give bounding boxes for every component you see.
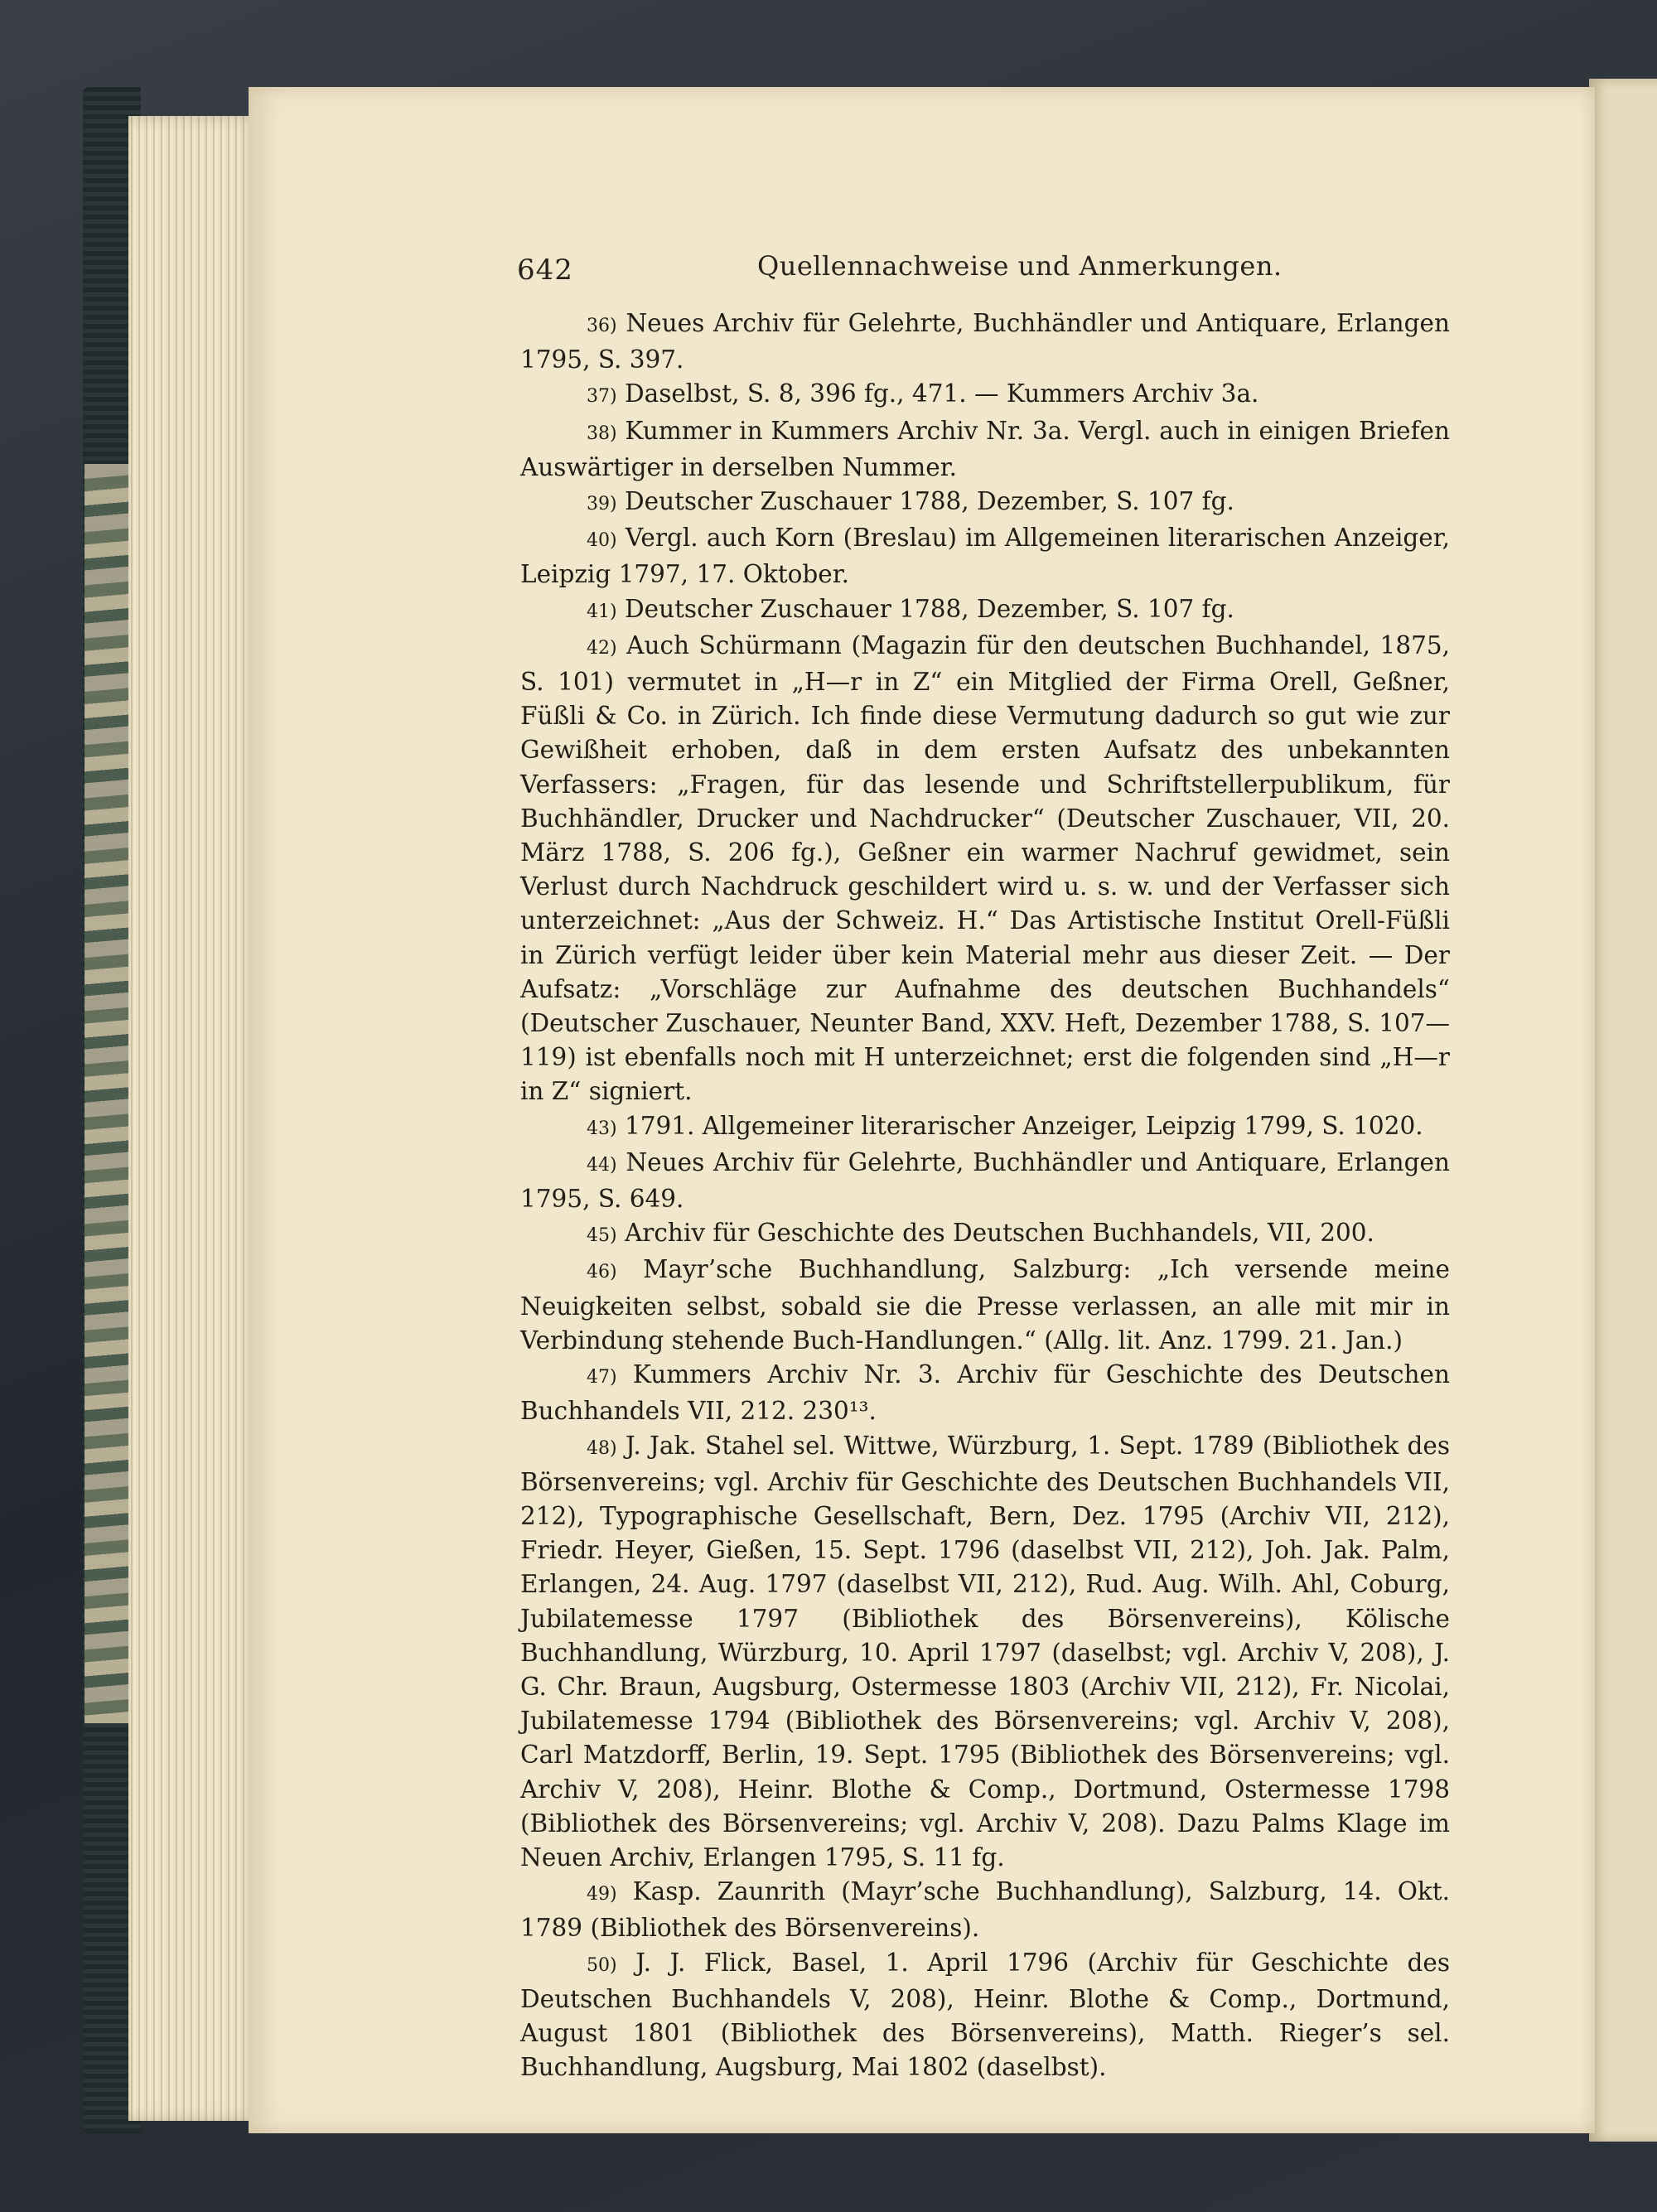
note-43 — [520, 1109, 1450, 1146]
note-text: Neues Archiv für Gelehrte, Buchhändler und Antiquare, Erlangen 1795, S. 649. — [520, 1147, 1450, 1214]
note-number: 42) — [587, 637, 617, 659]
note-text: Daselbst, S. 8, 396 fg., 471. — Kummers Archiv 3a. — [624, 379, 1259, 408]
note-text: Auch Schürmann (Magazin für den deutschen Buchhandel, 1875, S. 101) vermutet in „H—r in Z“ ein Mitglied der Firma Orell, Geßner, Füßli & Co. in Zürich. Ich finde diese Vermutung dadurch so gut wie zur Gewißheit erhoben, daß in dem ersten Aufsatz des unbekannten Verfassers: „Fragen, für das lesende und Schriftstellerpublikum, für Buchhändler, Drucker und Nachdrucker“ (Deutscher Zuschauer, VII, 20. März 1788, S. 206 fg.), Geßner ein warmer Nachruf gewidmet, sein Verlust durch Nachdruck geschildert wird u. s. w. und der Verfasser sich unterzeichnet: „Aus der Schweiz. H.“ Das Artistische Institut Orell-Füßli in Zürich verfügt leider über kein Material mehr aus dieser Zeit. — Der Aufsatz: „Vorschläge zur Aufnahme des deutschen Buchhandels“ (Deutscher Zuschauer, Neunter Band, XXV. Heft, Dezember 1788, S. 107—119) ist ebenfalls noch mit H unterzeichnet; erst die folgenden sind „H—r in Z“ signiert. — [520, 630, 1451, 1106]
note-text: Kasp. Zaunrith (Mayr’sche Buchhandlung), Salzburg, 14. Okt. 1789 (Bibliothek des Börsenvereins). — [520, 1877, 1450, 1943]
note-37 — [520, 377, 1450, 413]
note-text: Vergl. auch Korn (Breslau) im Allgemeinen literarischen Anzeiger, Leipzig 1797, 17. Oktober. — [520, 524, 1450, 589]
note-41 — [520, 592, 1450, 629]
note-number: 48) — [587, 1437, 617, 1459]
note-number: 50) — [587, 1954, 617, 1976]
note-text: Deutscher Zuschauer 1788, Dezember, S. 107 fg. — [624, 487, 1234, 516]
note-36 — [520, 307, 1450, 377]
note-number: 46) — [587, 1262, 617, 1283]
note-number: 39) — [587, 494, 617, 515]
note-47 — [520, 1358, 1450, 1428]
page-header — [517, 247, 1453, 297]
note-text: Archiv für Geschichte des Deutschen Buchhandels, VII, 200. — [624, 1219, 1374, 1248]
note-number: 36) — [587, 316, 617, 336]
note-text: Neues Archiv für Gelehrte, Buchhändler und Antiquare, Erlangen 1795, S. 397. — [520, 309, 1450, 374]
note-number: 41) — [587, 601, 617, 622]
note-40 — [520, 521, 1450, 592]
note-text: J. Jak. Stahel sel. Wittwe, Würzburg, 1. Sept. 1789 (Bibliothek des Börsenvereins; vgl. Archiv für Geschichte des Deutschen Buchhandels VII, 212), Typographische Gesellschaft, Bern, Dez. 1795 (Archiv VII, 212), Friedr. Heyer, Gießen, 15. Sept. 1796 (daselbst VII, 212), Joh. Jak. Palm, Erlangen, 24. Aug. 1797 (daselbst VII, 212), Rud. Aug. Wilh. Ahl, Coburg, Jubilatemesse 1797 (Bibliothek des Börsenvereins), Kölische Buchhandlung, Würzburg, 10. April 1797 (daselbst; vgl. Archiv V, 208), J. G. Chr. Braun, Augsburg, Ostermesse 1803 (Archiv VII, 212), Fr. Nicolai, Jubilatemesse 1794 (Bibliothek des Börsenvereins; vgl. Archiv V, 208), Carl Matzdorff, Berlin, 19. Sept. 1795 (Bibliothek des Börsenvereins; vgl. Archiv V, 208), Heinr. Blothe & Comp., Dortmund, Ostermesse 1798 (Bibliothek des Börsenvereins; vgl. Archiv V, 208). Dazu Palms Klage im Neuen Archiv, Erlangen 1795, S. 11 fg. — [520, 1431, 1450, 1872]
notes-body — [520, 307, 1450, 2084]
note-39 — [520, 485, 1450, 521]
note-42 — [520, 629, 1450, 1109]
note-text: Kummer in Kummers Archiv Nr. 3a. Vergl. auch in einigen Briefen Auswärtiger in derselben Nummer. — [520, 416, 1450, 481]
note-38 — [520, 414, 1450, 485]
page-stack — [128, 116, 261, 2121]
note-text: Deutscher Zuschauer 1788, Dezember, S. 107 fg. — [624, 594, 1234, 623]
note-number: 40) — [587, 530, 617, 552]
note-number: 44) — [587, 1154, 617, 1176]
note-text: J. J. Flick, Basel, 1. April 1796 (Archiv für Geschichte des Deutschen Buchhandels V, 208), Heinr. Blothe & Comp., Dortmund, August 1801 (Bibliothek des Börsenvereins), Matth. Rieger’s sel. Buchhandlung, Augsburg, Mai 1802 (daselbst). — [520, 1948, 1450, 2082]
note-49 — [520, 1875, 1450, 1945]
note-number: 37) — [587, 386, 617, 408]
note-46 — [520, 1253, 1450, 1358]
note-number: 49) — [587, 1884, 617, 1905]
note-text: 1791. Allgemeiner literarischer Anzeiger, Leipzig 1799, S. 1020. — [624, 1111, 1423, 1140]
note-number: 38) — [587, 423, 617, 444]
note-50 — [520, 1946, 1450, 2085]
note-text: Kummers Archiv Nr. 3. Archiv für Geschichte des Deutschen Buchhandels VII, 212. 230¹³. — [520, 1360, 1450, 1426]
running-head: Quellennachweise und Anmerkungen. — [757, 250, 1283, 282]
note-48 — [520, 1429, 1450, 1876]
note-number: 43) — [587, 1118, 617, 1139]
note-number: 47) — [587, 1367, 617, 1389]
note-44 — [520, 1146, 1450, 1216]
note-text: Mayr’sche Buchhandlung, Salzburg: „Ich versende meine Neuigkeiten selbst, sobald sie die Presse verlassen, an alle mit mir in Verbindung stehende Buch-Handlungen.“ (Allg. lit. Anz. 1799. 21. Jan.) — [520, 1255, 1450, 1355]
facing-page-edge — [1589, 79, 1657, 2142]
note-45 — [520, 1216, 1450, 1253]
note-number: 45) — [587, 1225, 617, 1247]
marbled-endpaper — [85, 464, 133, 1723]
page-number: 642 — [517, 254, 573, 287]
